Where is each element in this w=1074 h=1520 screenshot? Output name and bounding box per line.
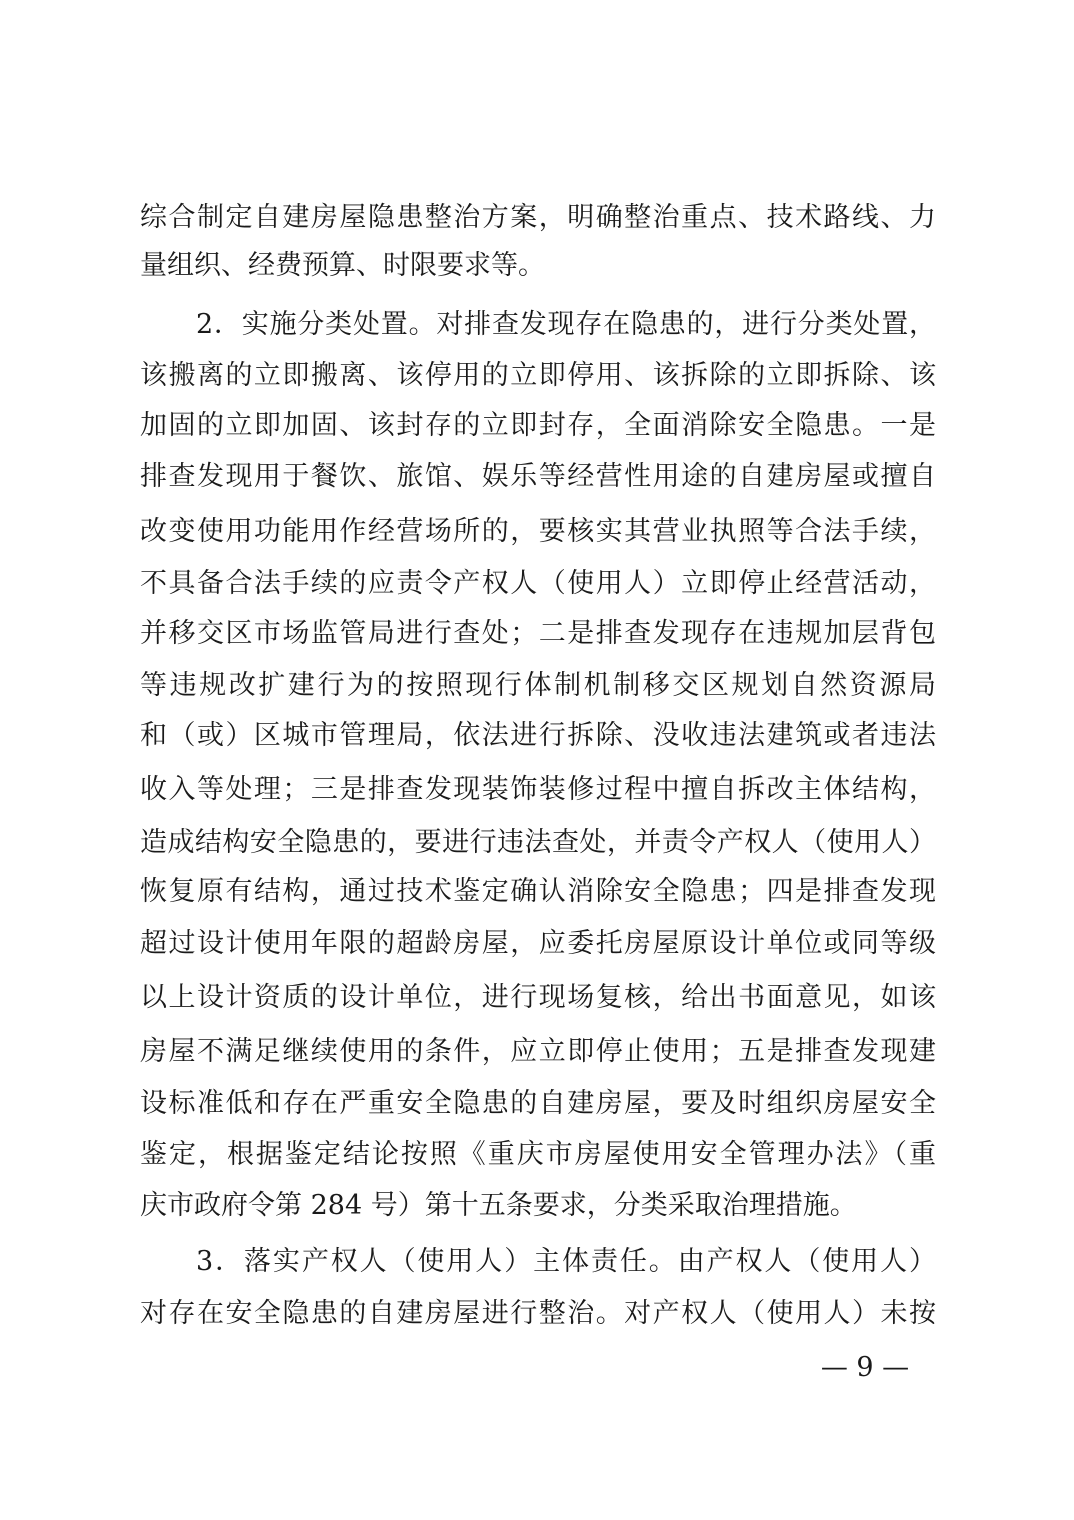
body-text-line: 不具备合法手续的应责令产权人（使用人）立即停止经营活动，: [140, 568, 936, 599]
body-text-line: 改变使用功能用作经营场所的，要核实其营业执照等合法手续，: [140, 516, 936, 547]
body-text-line: 以上设计资质的设计单位，进行现场复核，给出书面意见，如该: [140, 982, 936, 1013]
page-number: — 9 —: [820, 1352, 910, 1383]
body-text-line: 综合制定自建房屋隐患整治方案，明确整治重点、技术路线、力: [140, 202, 936, 233]
body-text-line: 房屋不满足继续使用的条件，应立即停止使用；五是排查发现建: [140, 1036, 936, 1067]
body-text-line: 3．落实产权人（使用人）主体责任。由产权人（使用人）: [196, 1246, 936, 1277]
body-text-line: 设标准低和存在严重安全隐患的自建房屋，要及时组织房屋安全: [140, 1088, 936, 1119]
body-text-line: 超过设计使用年限的超龄房屋，应委托房屋原设计单位或同等级: [140, 928, 936, 959]
body-text-line: 排查发现用于餐饮、旅馆、娱乐等经营性用途的自建房屋或擅自: [140, 461, 936, 492]
body-text-line: 等违规改扩建行为的按照现行体制机制移交区规划自然资源局: [140, 670, 936, 701]
body-text-line: 恢复原有结构，通过技术鉴定确认消除安全隐患；四是排查发现: [140, 876, 936, 907]
body-text-line: 鉴定，根据鉴定结论按照《重庆市房屋使用安全管理办法》（重: [140, 1139, 936, 1170]
body-text-line: 收入等处理；三是排查发现装饰装修过程中擅自拆改主体结构，: [140, 774, 936, 805]
body-text-line: 对存在安全隐患的自建房屋进行整治。对产权人（使用人）未按: [140, 1298, 936, 1329]
body-text-line: 加固的立即加固、该封存的立即封存，全面消除安全隐患。一是: [140, 410, 936, 441]
body-text-line: 造成结构安全隐患的，要进行违法查处，并责令产权人（使用人）: [140, 827, 936, 858]
body-text-line: 2．实施分类处置。对排查发现存在隐患的，进行分类处置，: [196, 309, 936, 340]
body-text-line: 量组织、经费预算、时限要求等。: [140, 250, 545, 281]
body-text-line: 庆市政府令第 284 号）第十五条要求，分类采取治理措施。: [140, 1190, 857, 1221]
body-text-line: 和（或）区城市管理局，依法进行拆除、没收违法建筑或者违法: [140, 720, 936, 751]
body-text-line: 该搬离的立即搬离、该停用的立即停用、该拆除的立即拆除、该: [140, 360, 936, 391]
body-text-line: 并移交区市场监管局进行查处；二是排查发现存在违规加层背包: [140, 618, 936, 649]
